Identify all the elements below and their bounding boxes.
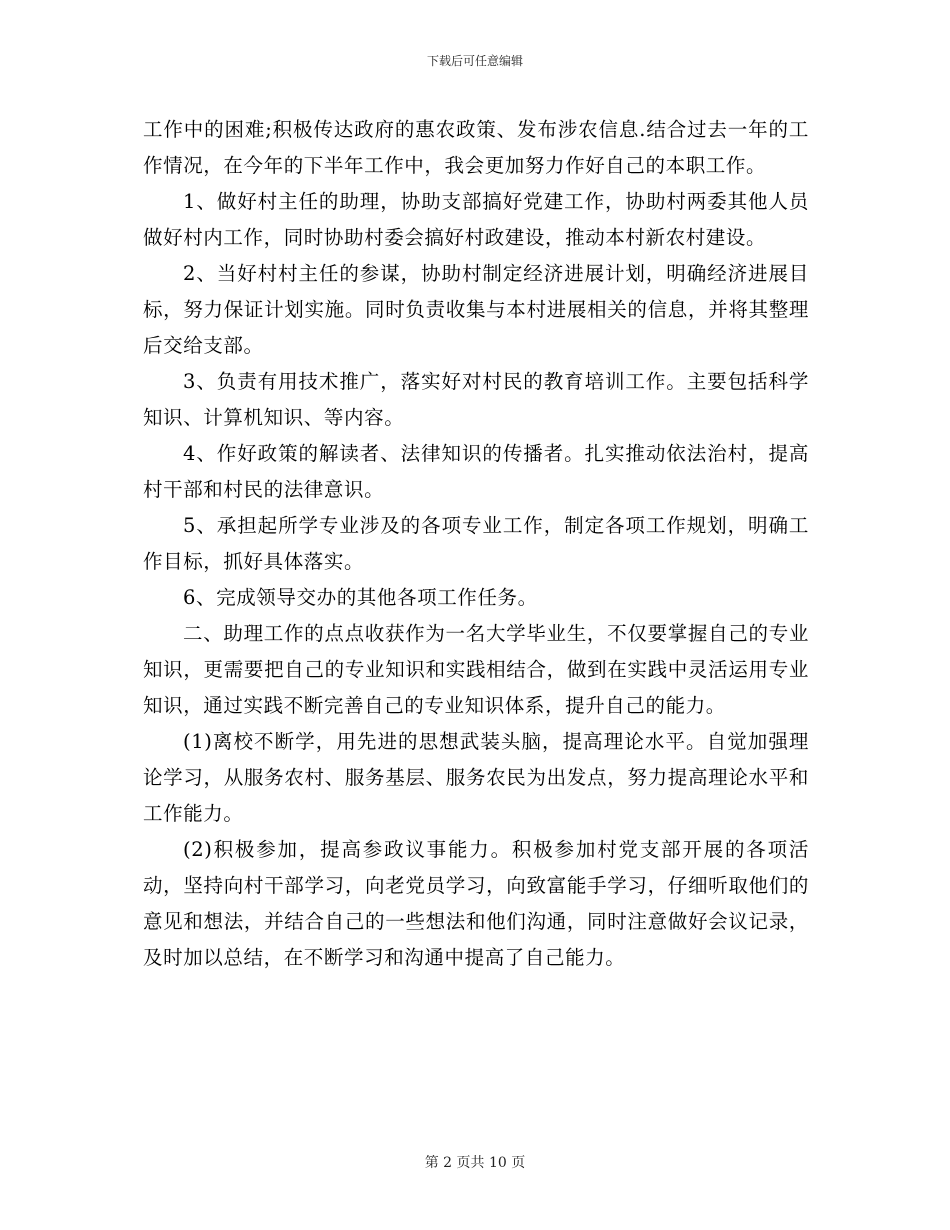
paragraph-item-2: 2、当好村村主任的参谋，协助村制定经济进展计划，明确经济进展目标，努力保证计划实施。同时负责收集与本村进展相关的信息，并将其整理后交给支部。 bbox=[143, 262, 809, 357]
document-body bbox=[143, 112, 809, 976]
paragraph-item-6: 6、完成领导交办的其他各项工作任务。 bbox=[183, 586, 538, 609]
paragraph-point-1: (1)离校不断学，用先进的思想武装头脑，提高理论水平。自觉加强理论学习，从服务农村、服务基层、服务农民为出发点，努力提高理论水平和工作能力。 bbox=[143, 730, 809, 825]
page-number: 第 2 页共 10 页 bbox=[424, 1155, 526, 1171]
paragraph-item-5: 5、承担起所学专业涉及的各项专业工作，制定各项工作规划，明确工作目标，抓好具体落实。 bbox=[143, 514, 809, 573]
paragraph-section-two: 二、助理工作的点点收获作为一名大学毕业生，不仅要掌握自己的专业知识，更需要把自己的专业知识和实践相结合，做到在实践中灵活运用专业知识，通过实践不断完善自己的专业知识体系，提升自己的能力。 bbox=[143, 622, 809, 717]
paragraph-item-3: 3、负责有用技术推广，落实好对村民的教育培训工作。主要包括科学知识、计算机知识、等内容。 bbox=[143, 370, 809, 429]
paragraph-item-4: 4、作好政策的解读者、法律知识的传播者。扎实推动依法治村，提高村干部和村民的法律意识。 bbox=[143, 442, 809, 501]
paragraph-point-2: (2)积极参加，提高参政议事能力。积极参加村党支部开展的各项活动，坚持向村干部学习，向老党员学习，向致富能手学习，仔细听取他们的意见和想法，并结合自己的一些想法和他们沟通，同时注意做好会议记录，及时加以总结，在不断学习和沟通中提高了自己能力。 bbox=[143, 838, 809, 969]
paragraph-item-1: 1、做好村主任的助理，协助支部搞好党建工作，协助村两委其他人员做好村内工作，同时协助村委会搞好村政建设，推动本村新农村建设。 bbox=[143, 190, 809, 249]
paragraph-continuation: 工作中的困难;积极传达政府的惠农政策、发布涉农信息.结合过去一年的工作情况，在今年的下半年工作中，我会更加努力作好自己的本职工作。 bbox=[143, 118, 809, 177]
page-header: 下载后可任意编辑 bbox=[426, 54, 523, 68]
